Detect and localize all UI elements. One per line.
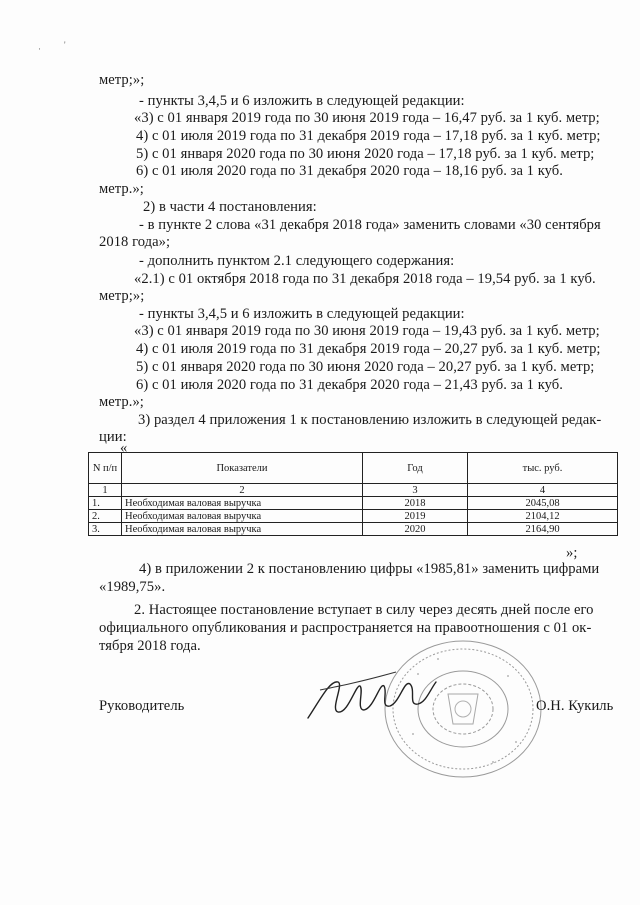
text-line: - пункты 3,4,5 и 6 изложить в следующей редакции: [139, 306, 465, 322]
text-line: - пункты 3,4,5 и 6 изложить в следующей редакции: [139, 93, 465, 109]
text-line: 3) раздел 4 приложения 1 к постановлению изложить в следующей редак- [138, 412, 602, 428]
col-header-number: N п/п [89, 453, 122, 484]
text-line: - дополнить пунктом 2.1 следующего содержания: [139, 253, 455, 269]
text-line: 5) с 01 января 2020 года по 30 июня 2020 года – 17,18 руб. за 1 куб. метр; [136, 146, 595, 162]
text-line: метр;»; [99, 288, 145, 304]
text-line: «1989,75». [99, 579, 166, 595]
text-line: - в пункте 2 слова «31 декабря 2018 года» заменить словами «30 сентября [139, 217, 601, 233]
text-line: метр.»; [99, 394, 144, 410]
text-line: 5) с 01 января 2020 года по 30 июня 2020 года – 20,27 руб. за 1 куб. метр; [136, 359, 595, 375]
text-line: официального опубликования и распространяется на правоотношения с 01 ок- [99, 620, 592, 636]
text-line: 6) с 01 июля 2020 года по 31 декабря 2020 года – 21,43 руб. за 1 куб. [136, 377, 563, 393]
signatory-position: Руководитель [99, 698, 185, 714]
text-line: метр;»; [99, 72, 145, 88]
scan-mark: · [38, 44, 41, 54]
signature-mark [300, 660, 440, 730]
revenue-table [88, 452, 618, 536]
table-numbering-row: 1 2 3 4 [89, 484, 618, 497]
col-header-amount: тыс. руб. [468, 453, 618, 484]
open-quote: « [120, 440, 128, 456]
signatory-name: О.Н. Кукиль [536, 698, 614, 714]
text-line: 4) с 01 июля 2019 года по 31 декабря 2019 года – 20,27 руб. за 1 куб. метр; [136, 341, 601, 357]
text-line: 4) с 01 июля 2019 года по 31 декабря 2019 года – 17,18 руб. за 1 куб. метр; [136, 128, 601, 144]
text-line: 2018 года»; [99, 234, 171, 250]
text-line: тября 2018 года. [99, 638, 201, 654]
col-header-indicator: Показатели [122, 453, 363, 484]
table-row: 3. Необходимая валовая выручка 2020 2164,90 [89, 523, 618, 536]
close-quote: »; [566, 545, 578, 561]
scan-mark: ' [64, 40, 66, 50]
text-line: 4) в приложении 2 к постановлению цифры «1985,81» заменить цифрами [139, 561, 600, 577]
text-line: 2. Настоящее постановление вступает в силу через десять дней после его [134, 602, 594, 618]
text-line: ции: [99, 429, 127, 445]
col-header-year: Год [363, 453, 468, 484]
text-line: «3) с 01 января 2019 года по 30 июня 2019 года – 19,43 руб. за 1 куб. метр; [134, 323, 600, 339]
text-line: «3) с 01 января 2019 года по 30 июня 2019 года – 16,47 руб. за 1 куб. метр; [134, 110, 600, 126]
text-line: «2.1) с 01 октября 2018 года по 31 декабря 2018 года – 19,54 руб. за 1 куб. [134, 271, 596, 287]
text-line: 6) с 01 июля 2020 года по 31 декабря 2020 года – 18,16 руб. за 1 куб. [136, 163, 563, 179]
table-row: 2. Необходимая валовая выручка 2019 2104,12 [89, 510, 618, 523]
table-row: 1. Необходимая валовая выручка 2018 2045,08 [89, 497, 618, 510]
text-line: 2) в части 4 постановления: [143, 199, 317, 215]
table-header-row [89, 453, 618, 484]
text-line: метр.»; [99, 181, 144, 197]
